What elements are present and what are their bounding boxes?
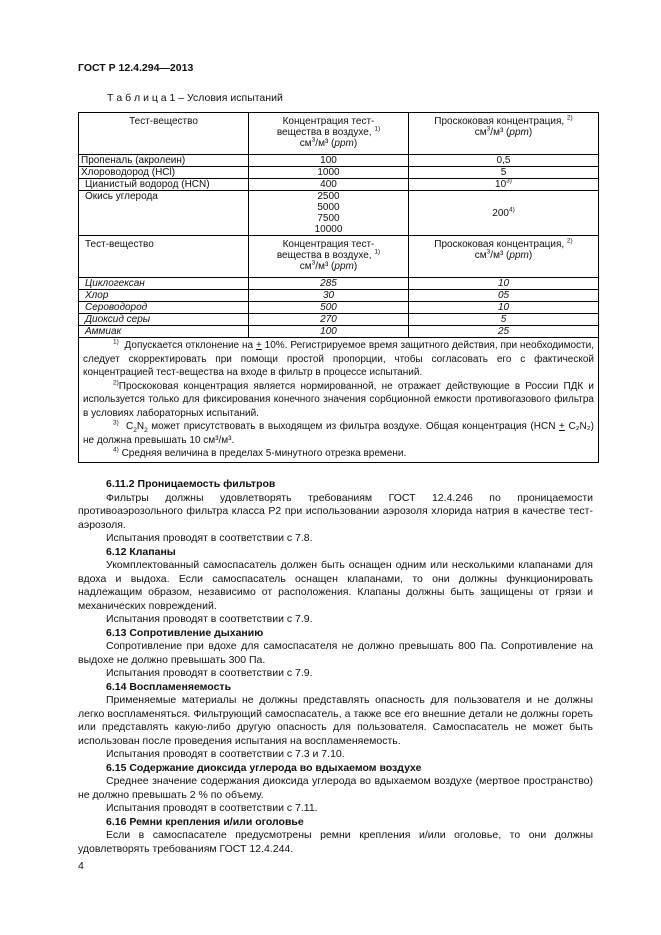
footnote-3: $^{3)}$ $C_2N_2$ может присутствовать в выходящем из фильтра воздухе. Общая концентрация (HCN + C₂N₂) не должна превышать 10 см³/м³. <box>83 419 594 446</box>
paragraph: Укомплектованный самоспасатель должен быть оснащен одним или несколькими клапанами для вдоха и выдоха. Если самоспасатель оснащен клапанами, то они должны функционировать надлежащим образом, независимо от расположения. Клапаны должны быть защищены от грязи и механических повреждений. <box>78 559 593 612</box>
cell-substance: Хлор <box>79 290 249 302</box>
table-header-row <box>79 113 599 155</box>
section-heading: 6.12 Клапаны <box>106 545 176 558</box>
table-row <box>79 167 599 179</box>
table-row <box>79 302 599 314</box>
footnote-2: $^{2)}$Проскоковая концентрация является нормированной, не отражает действующие в России ПДК и используется только для фиксирования конечного значения сорбционной емкости противогазового фильтра в условиях лабораторных испытаний. <box>83 379 594 419</box>
cell-substance: Цианистый водород (HCN) <box>79 179 249 191</box>
table-row <box>79 326 599 338</box>
document-header: ГОСТ Р 12.4.294—2013 <box>78 62 194 74</box>
footnote-4: $^{4)}$ Средняя величина в пределах 5-минутного отрезка времени. <box>113 446 407 459</box>
table-row <box>79 290 599 302</box>
table-row <box>79 278 599 290</box>
cell-concentration: 285 <box>249 278 409 290</box>
cell-substance: Хлороводород (HCl) <box>79 167 249 179</box>
paragraph: Испытания проводят в соответствии с 7.11. <box>106 802 318 814</box>
table-row-carbon-monoxide <box>79 191 599 236</box>
header-cell-concentration: Концентрация тест- вещества в воздухе, $^{1)}$ $см^3/м^3$ (ppm) <box>249 113 409 155</box>
header-cell-concentration: Концентрация тест- вещества в воздухе, $^{1)}$ $см^3/м^3$ (ppm) <box>249 236 409 278</box>
cell-breakthrough: 5 <box>409 167 599 179</box>
table-footnotes <box>79 338 599 463</box>
cell-substance: Циклогексан <box>79 278 249 290</box>
cell-breakthrough: 05 <box>409 290 599 302</box>
paragraph: Если в самоспасателе предусмотрены ремни крепления и/или оголовье, то они должны удовлетворять требованиям ГОСТ 12.4.244. <box>78 829 593 855</box>
table-row <box>79 314 599 326</box>
cell-concentration: 400 <box>249 179 409 191</box>
cell-substance: Аммиак <box>79 326 249 338</box>
paragraph: Испытания проводят в соответствии с 7.9. <box>106 613 313 625</box>
paragraph: Применяемые материалы не должны представлять опасность для пользователя и не должны легко воспламеняться. Фильтрующий самоспасатель, а также все его внешние детали не должны гореть или представлять какую-либо другую опасность для пользователя. Самоспасатель не может быть использован после проведения испытания на воспламеняемость. <box>78 694 593 747</box>
cell-concentration: 1000 <box>249 167 409 179</box>
header-cell-substance: Тест-вещество <box>79 113 249 155</box>
header-cell-breakthrough: Проскоковая концентрация, $^{2)}$ $см^3/м^3$ (ppm) <box>409 113 599 155</box>
header-cell-substance: Тест-вещество <box>79 236 249 278</box>
cell-breakthrough: 10 <box>409 278 599 290</box>
cell-substance: Окись углерода <box>79 191 249 236</box>
cell-concentration: 100 <box>249 326 409 338</box>
cell-substance: Сероводород <box>79 302 249 314</box>
table-footnotes-row <box>79 338 599 463</box>
cell-breakthrough: 0,5 <box>409 155 599 167</box>
table-caption: Т а б л и ц а 1 – Условия испытаний <box>107 92 283 104</box>
header-cell-breakthrough: Проскоковая концентрация, $^{2)}$ $см^3/м^3$ (ppm) <box>409 236 599 278</box>
section-heading: 6.13 Сопротивление дыханию <box>106 626 264 639</box>
cell-breakthrough: 5 <box>409 314 599 326</box>
cell-concentration: 270 <box>249 314 409 326</box>
paragraph: Испытания проводят в соответствии с 7.9. <box>106 667 313 679</box>
cell-concentration: 500 <box>249 302 409 314</box>
section-heading: 6.16 Ремни крепления и/или оголовье <box>106 815 304 828</box>
cell-breakthrough: 10$^{3)}$ <box>409 179 599 191</box>
table-row <box>79 155 599 167</box>
cell-substance: Диоксид серы <box>79 314 249 326</box>
paragraph: Сопротивление при вдохе для самоспасателя не должно превышать 800 Па. Сопротивление на выдохе не должно превышать 300 Па. <box>78 640 593 666</box>
section-heading: 6.11.2 Проницаемость фильтров <box>106 478 276 490</box>
section-heading: 6.14 Воспламеняемость <box>106 680 232 693</box>
page-number: 4 <box>78 860 84 872</box>
cell-substance: Пропеналь (акролеин) <box>79 155 249 167</box>
cell-concentration: 100 <box>249 155 409 167</box>
document-body <box>78 478 593 856</box>
section-heading: 6.15 Содержание диоксида углерода во вдыхаемом воздухе <box>106 761 422 774</box>
footnote-1: $^{1)}$ Допускается отклонение на + 10%. Регистрируемое время защитного действия, при необходимости, следует скорректировать при помощи простой пропорции, чтобы согласовать его с фактической концентрацией тест-вещества на входе в фильтр в процессе испытаний. <box>83 338 594 378</box>
paragraph: Среднее значение содержания диоксида углерода во вдыхаемом воздухе (мертвое пространство) не должно превышать 2 % по объему. <box>78 775 593 801</box>
paragraph: Фильтры должны удовлетворять требованиям ГОСТ 12.4.246 по проницаемости противоаэрозольного фильтра класса Р2 при использовании аэрозоля хлорида натрия в качестве тест-аэрозоля. <box>78 491 593 531</box>
cell-concentration: 30 <box>249 290 409 302</box>
cell-breakthrough: 200$^{4)}$ <box>409 191 599 236</box>
paragraph: Испытания проводят в соответствии с 7.3 и 7.10. <box>106 748 345 760</box>
cell-breakthrough: 10 <box>409 302 599 314</box>
cell-concentration: 2500 5000 7500 10000 <box>249 191 409 236</box>
table-row <box>79 179 599 191</box>
test-conditions-table <box>78 112 599 463</box>
cell-breakthrough: 25 <box>409 326 599 338</box>
paragraph: Испытания проводят в соответствии с 7.8. <box>106 532 313 544</box>
table-header-row-2 <box>79 236 599 278</box>
